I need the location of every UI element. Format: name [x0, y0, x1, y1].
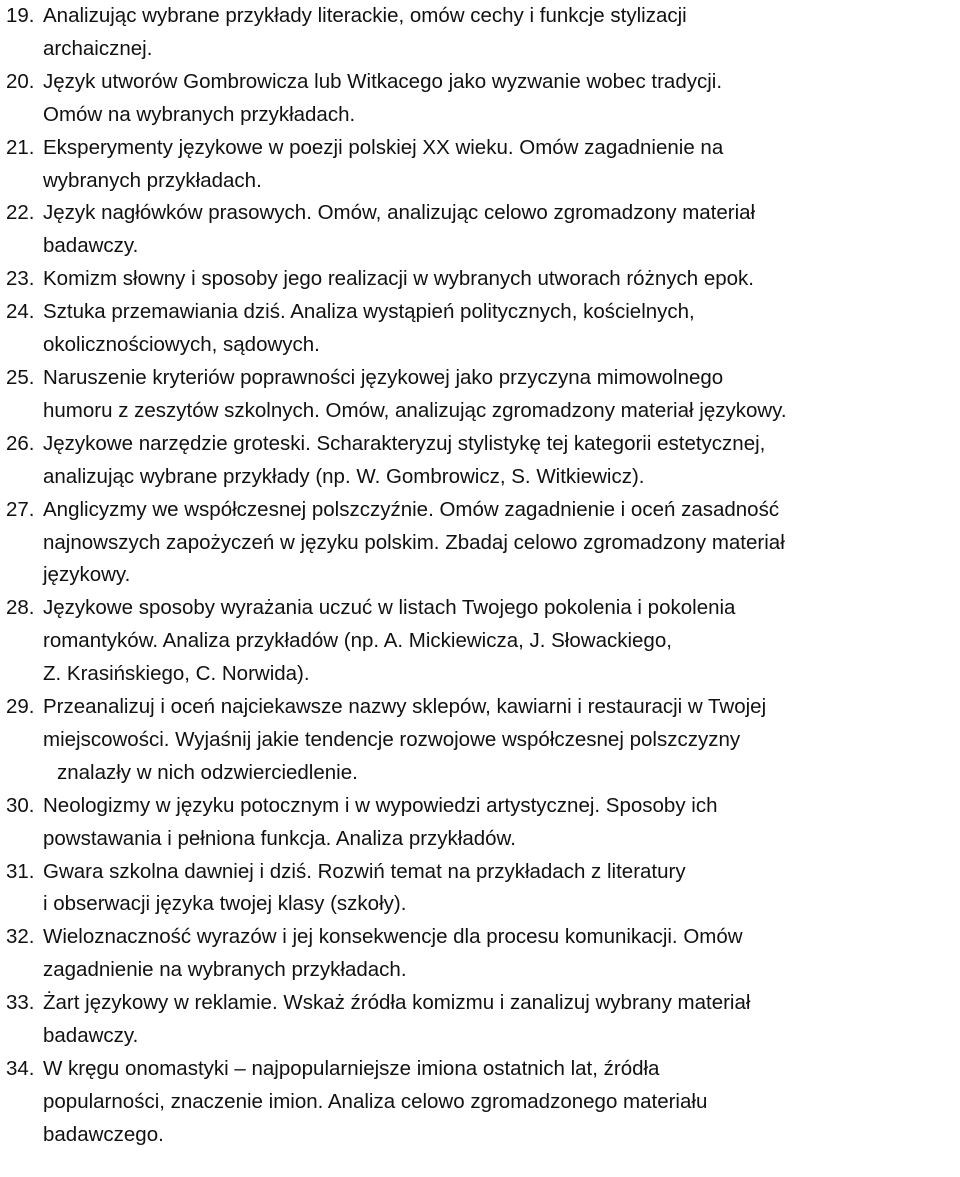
item-number: 34. — [6, 1057, 35, 1080]
item-number: 19. — [6, 4, 35, 27]
item-text-line: popularności, znaczenie imion. Analiza celowo zgromadzonego materiału — [43, 1089, 708, 1113]
item-number: 20. — [6, 69, 35, 93]
item-text-line: Sztuka przemawiania dziś. Analiza wystąpień politycznych, kościelnych, — [43, 300, 695, 324]
item-text-line: językowy. — [43, 563, 131, 587]
item-number: 24. — [6, 300, 35, 324]
item-text-line: Z. Krasińskiego, C. Norwida). — [43, 662, 310, 686]
item-text-line: badawczego. — [43, 1122, 164, 1146]
list-item — [6, 296, 960, 362]
item-number: 28. — [6, 596, 35, 620]
list-item — [6, 592, 960, 691]
item-text-line: Gwara szkolna dawniej i dziś. Rozwiń temat na przykładach z literatury — [43, 859, 686, 883]
item-text-line: zagadnienie na wybranych przykładach. — [43, 958, 407, 982]
item-text-line: Neologizmy w języku potocznym i w wypowiedzi artystycznej. Sposoby ich — [43, 793, 718, 817]
list-item — [6, 1053, 960, 1152]
list-item — [6, 362, 960, 428]
list-item — [6, 987, 960, 1053]
item-text-line: powstawania i pełniona funkcja. Analiza przykładów. — [43, 826, 516, 850]
item-text-line: wybranych przykładach. — [43, 168, 262, 192]
list-item — [6, 428, 960, 494]
item-text-line: Naruszenie kryteriów poprawności językowej jako przyczyna mimowolnego — [43, 365, 724, 389]
item-text-line: Przeanalizuj i oceń najciekawsze nazwy sklepów, kawiarni i restauracji w Twojej — [43, 695, 767, 719]
topic-list — [6, 0, 960, 1152]
item-text-line: Językowe narzędzie groteski. Scharakteryzuj stylistykę tej kategorii estetycznej, — [43, 431, 766, 455]
item-number: 26. — [6, 431, 35, 455]
item-number: 25. — [6, 365, 35, 389]
item-number: 30. — [6, 793, 35, 817]
item-text-line: W kręgu onomastyki – najpopularniejsze imiona ostatnich lat, źródła — [43, 1057, 660, 1080]
item-text-line: Wieloznaczność wyrazów i jej konsekwencje dla procesu komunikacji. Omów — [43, 925, 743, 949]
item-text-line: okolicznościowych, sądowych. — [43, 333, 320, 357]
list-item — [6, 691, 960, 790]
item-number: 32. — [6, 925, 35, 949]
item-number: 31. — [6, 859, 35, 883]
list-item — [6, 856, 960, 922]
list-item — [6, 494, 960, 593]
item-number: 22. — [6, 201, 35, 225]
item-text-line: Analizując wybrane przykłady literackie, omów cechy i funkcje stylizacji — [43, 4, 687, 27]
item-text-line: Anglicyzmy we współczesnej polszczyźnie. Omów zagadnienie i oceń zasadność — [43, 497, 780, 521]
item-text-line: Językowe sposoby wyrażania uczuć w listach Twojego pokolenia i pokolenia — [43, 596, 736, 620]
item-text-line: archaicznej. — [43, 36, 153, 60]
item-number: 23. — [6, 267, 35, 291]
item-text-line: badawczy. — [43, 234, 139, 258]
item-text-line: miejscowości. Wyjaśnij jakie tendencje rozwojowe współczesnej polszczyzny — [43, 727, 741, 751]
list-item — [6, 790, 960, 856]
list-item — [6, 132, 960, 198]
item-text-line: Język nagłówków prasowych. Omów, analizując celowo zgromadzony materiał — [43, 201, 756, 225]
item-text-line: Komizm słowny i sposoby jego realizacji w wybranych utworach różnych epok. — [43, 267, 754, 291]
list-item — [6, 263, 960, 296]
item-number: 33. — [6, 991, 35, 1015]
list-item — [6, 921, 960, 987]
item-text-line: Omów na wybranych przykładach. — [43, 102, 356, 126]
item-text-line: i obserwacji języka twojej klasy (szkoły). — [43, 892, 407, 916]
item-text-line: najnowszych zapożyczeń w języku polskim. Zbadaj celowo zgromadzony materiał — [43, 530, 785, 554]
item-text-line: Język utworów Gombrowicza lub Witkacego jako wyzwanie wobec tradycji. — [43, 69, 723, 93]
list-item — [6, 66, 960, 132]
item-number: 27. — [6, 497, 35, 521]
item-text-line: Żart językowy w reklamie. Wskaż źródła komizmu i zanalizuj wybrany materiał — [43, 991, 751, 1015]
item-text-line: Eksperymenty językowe w poezji polskiej XX wieku. Omów zagadnienie na — [43, 135, 724, 159]
item-text-line: badawczy. — [43, 1024, 139, 1048]
item-number: 21. — [6, 135, 35, 159]
item-text-line: romantyków. Analiza przykładów (np. A. Mickiewicza, J. Słowackiego, — [43, 629, 672, 653]
list-item — [6, 0, 960, 66]
item-text-line: analizując wybrane przykłady (np. W. Gombrowicz, S. Witkiewicz). — [43, 464, 645, 488]
list-item — [6, 197, 960, 263]
item-text-line: znalazły w nich odzwierciedlenie. — [57, 760, 358, 784]
item-text-line: humoru z zeszytów szkolnych. Omów, analizując zgromadzony materiał językowy. — [43, 398, 787, 422]
item-number: 29. — [6, 695, 35, 719]
